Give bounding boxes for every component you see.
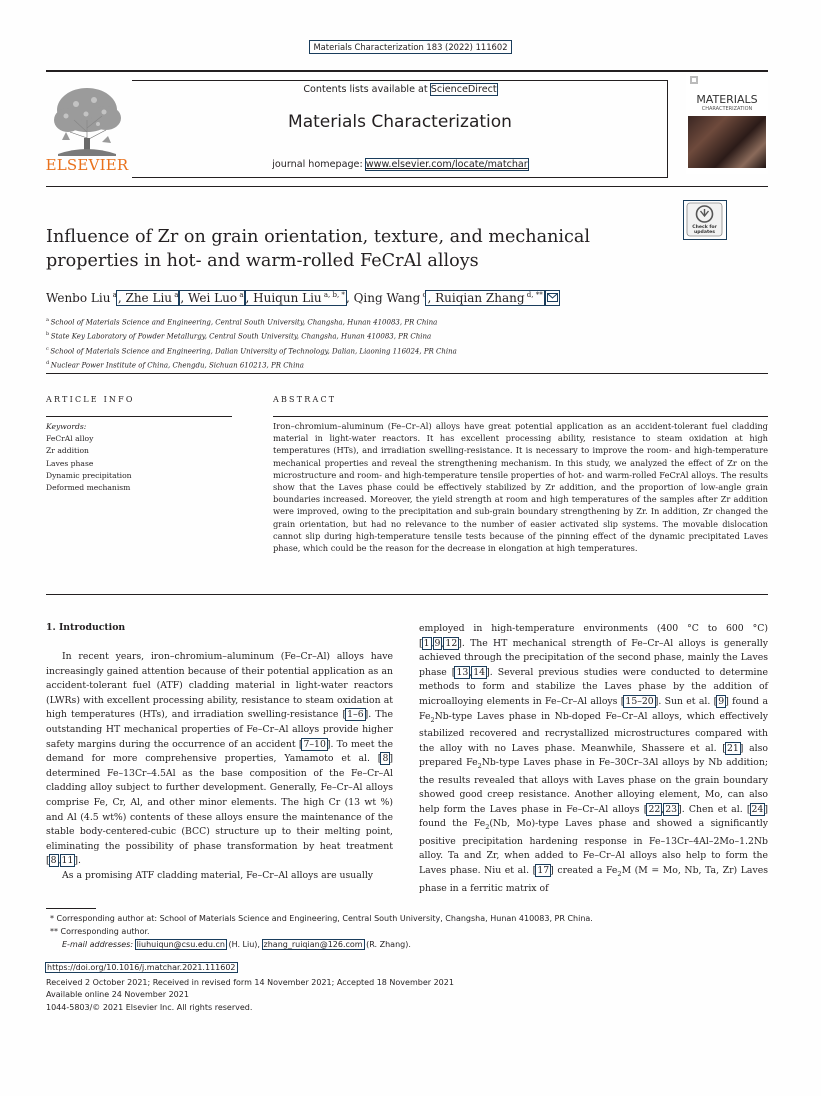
footnote-rule bbox=[46, 908, 96, 909]
paragraph: In recent years, iron–chromium–aluminum (Fe–Cr–Al) alloys have increasingly gained attention because of their potential application as an accident-tolerant fuel (ATF) cladding material in light-water reactors (LWRs) with excellent processing ability, resistance to steam oxidation at high temperatures (HTs), and irradiation swelling-resistance [1–6]. The outstanding HT mechanical properties of Fe–Cr–Al alloys provide higher safety margins during the occurrence of an accident [7–10]. To meet the demand for more comprehensive properties, Yamamoto et al. [8] determined Fe–13Cr–4.5Al as the base composition of the Fe–Cr–Al cladding alloy subject to further development. Generally, Fe–Cr–Al alloys comprise Fe, Cr, Al, and other minor elements. The high Cr (13 wt %) and Al (4.5 wt%) contents of these alloys ensure the maintenance of the stable body-centered-cubic (BCC) structure up to their melting point, eliminating the possibility of phase transformation by heat treatment [8,11]. bbox=[46, 651, 394, 867]
check-for-updates-button[interactable] bbox=[683, 200, 727, 240]
cover-title: MATERIALS bbox=[696, 93, 758, 106]
affiliation-marker: c bbox=[46, 345, 51, 352]
abstract-rule bbox=[273, 416, 768, 417]
subscript: 2 bbox=[477, 762, 482, 771]
sciencedirect-link[interactable]: ScienceDirect bbox=[430, 84, 497, 95]
journal-reference bbox=[0, 41, 821, 53]
affiliation bbox=[46, 357, 746, 371]
author-name: , Qing Wang bbox=[345, 291, 421, 305]
citation-link[interactable]: 17 bbox=[537, 865, 550, 877]
second-corresponding-note: ** Corresponding author. bbox=[50, 927, 150, 936]
citation-link[interactable]: 12 bbox=[445, 637, 458, 649]
affiliation-marker: d bbox=[46, 359, 51, 366]
author-affil-marker: a bbox=[110, 291, 117, 299]
affiliation-text: Nuclear Power Institute of China, Chengdu, Sichuan 610213, PR China bbox=[50, 361, 304, 370]
publication-dates bbox=[46, 977, 768, 1014]
article-title: Influence of Zr on grain orientation, texture, and mechanical properties in hot- and warm-rolled FeCrAl alloys bbox=[46, 227, 591, 271]
keyword: Zr addition bbox=[46, 446, 89, 456]
citation-link[interactable]: 14 bbox=[473, 666, 486, 678]
rule-after-abstract bbox=[46, 594, 768, 595]
affiliation-text: School of Materials Science and Engineering, Dalian University of Technology, Dalian, Liaoning 116024, PR China bbox=[50, 346, 457, 355]
body-column-right bbox=[419, 622, 768, 896]
affiliation-marker: b bbox=[46, 331, 51, 338]
author bbox=[46, 291, 117, 305]
author bbox=[346, 291, 427, 305]
author-name: , Huiqun Liu bbox=[245, 291, 322, 305]
subscript: 2 bbox=[485, 823, 490, 832]
citation-link[interactable]: 21 bbox=[726, 742, 739, 754]
affiliations bbox=[46, 314, 746, 371]
author-name: , Wei Luo bbox=[180, 291, 238, 305]
author-name: , Ruiqian Zhang bbox=[427, 291, 525, 305]
author[interactable] bbox=[179, 291, 244, 305]
citation-link[interactable]: 22 bbox=[648, 803, 661, 815]
svg-text:updates: updates bbox=[694, 230, 715, 235]
footnotes bbox=[46, 912, 768, 951]
affiliation-text: School of Materials Science and Engineering, Central South University, Changsha, Hunan 410083, PR China bbox=[50, 318, 438, 327]
header-top-rule bbox=[46, 70, 768, 72]
cover-subtitle: CHARACTERIZATION bbox=[701, 106, 753, 112]
abstract-heading: ABSTRACT bbox=[273, 395, 337, 404]
citation-link[interactable]: 15–20 bbox=[625, 695, 654, 707]
homepage-line: journal homepage: www.elsevier.com/locate/matchar bbox=[272, 159, 528, 170]
author[interactable] bbox=[245, 291, 346, 305]
keywords-block bbox=[46, 421, 236, 494]
homepage-link[interactable]: www.elsevier.com/locate/matchar bbox=[365, 159, 528, 170]
subscript: 2 bbox=[430, 715, 435, 724]
citation-link[interactable]: 9 bbox=[718, 695, 725, 707]
author-affil-marker: a bbox=[172, 291, 179, 299]
rule-before-info bbox=[46, 373, 768, 374]
citation-link[interactable]: 8 bbox=[382, 753, 389, 765]
subscript: 2 bbox=[617, 869, 622, 878]
citation-link[interactable]: 1 bbox=[423, 637, 430, 649]
author-affil-marker: d, ** bbox=[524, 291, 543, 299]
keyword: Dynamic precipitation bbox=[46, 470, 132, 480]
keywords-label: Keywords: bbox=[46, 422, 87, 431]
cover-logo-icon bbox=[686, 74, 768, 94]
author-affil-marker: c bbox=[420, 291, 427, 299]
citation-link[interactable]: 1–6 bbox=[347, 709, 364, 721]
paragraph: As a promising ATF cladding material, Fe–Cr–Al alloys are usually bbox=[62, 869, 374, 881]
contents-line: Contents lists available at ScienceDirect bbox=[303, 84, 497, 95]
body-column-left bbox=[46, 650, 393, 884]
author-name: Wenbo Liu bbox=[46, 291, 111, 305]
author[interactable] bbox=[426, 291, 543, 305]
author-affil-marker: a bbox=[237, 291, 244, 299]
copyright: 1044-5803/© 2021 Elsevier Inc. All rights reserved. bbox=[46, 1002, 253, 1012]
journal-title: Materials Characterization bbox=[288, 112, 512, 132]
affiliation bbox=[46, 343, 746, 357]
check-updates-label: Check for bbox=[692, 225, 717, 230]
section-heading-introduction: 1. Introduction bbox=[46, 622, 126, 633]
author-name: , Zhe Liu bbox=[117, 291, 173, 305]
affiliation-text: State Key Laboratory of Powder Metallurgy, Central South University, Changsha, Hunan 410083, PR China bbox=[50, 332, 432, 341]
keyword: Deformed mechanism bbox=[46, 483, 131, 493]
citation-link[interactable]: 13 bbox=[456, 666, 469, 678]
citation-link[interactable]: 23 bbox=[665, 803, 678, 815]
received-dates: Received 2 October 2021; Received in revised form 14 November 2021; Accepted 18 November 2021 bbox=[46, 978, 454, 987]
citation-link[interactable]: 9 bbox=[434, 637, 441, 649]
author-list bbox=[46, 286, 786, 307]
keywords-list bbox=[46, 433, 236, 494]
abstract-text: Iron–chromium–aluminum (Fe–Cr–Al) alloys have great potential application as an accident-tolerant fuel cladding material in light-water reactors. It has excellent processing ability, resistance to steam oxidation at high temperatures (HTs), and irradiation swelling-resistance. It is necessary to improve the room- and high-temperature mechanical properties and reveal the strengthening mechanism. In this study, we analyzed the effect of Zr on the microstructure and room- and high-temperature tensile properties of hot- and warm-rolled FeCrAl alloys. The results show that the Laves phase could be effectively stabilized by Zr addition, and the proportion of low-angle grain boundaries increased. Moreover, the yield strength at room and high temperatures of the samples after Zr addition were improved, owing to the precipitation and sub-grain boundary strengthening by Zr. In addition, Zr changed the grain orientation, but had no relevance to the number of easier activated slip systems. The movable dislocation cannot slip during high-temperature tensile tests because of the pinning effect of the dynamic precipitated Laves phase, which could be the reason for the decrease in elongation at high temperatures. bbox=[273, 421, 768, 554]
affiliation-marker: a bbox=[46, 317, 51, 323]
online-date: Available online 24 November 2021 bbox=[46, 990, 189, 1000]
affiliation bbox=[46, 314, 746, 328]
citation-link[interactable]: 24 bbox=[751, 803, 764, 815]
cover-image bbox=[688, 116, 766, 168]
citation-link[interactable]: 8 bbox=[50, 855, 57, 867]
info-rule bbox=[46, 416, 232, 417]
email-envelope-icon[interactable] bbox=[546, 291, 559, 305]
article-info-heading: ARTICLE INFO bbox=[46, 395, 135, 404]
keyword: FeCrAl alloy bbox=[46, 434, 94, 444]
keyword: Laves phase bbox=[46, 458, 94, 468]
publisher-logo-text: ELSEVIER bbox=[45, 156, 129, 174]
header-bottom-rule bbox=[46, 186, 768, 187]
citation-link[interactable]: 7–10 bbox=[303, 738, 326, 750]
email-link-liu[interactable]: liuhuiqun@csu.edu.cn bbox=[136, 940, 225, 949]
citation-link[interactable]: 11 bbox=[61, 855, 74, 867]
author[interactable] bbox=[117, 291, 180, 305]
author-affil-marker: a, b, * bbox=[321, 291, 345, 299]
check-updates-icon bbox=[684, 201, 725, 238]
doi-link[interactable]: https://doi.org/10.1016/j.matchar.2021.111602 bbox=[47, 963, 236, 972]
corresponding-author-note: * Corresponding author at: School of Materials Science and Engineering, Central South University, Changsha, Hunan 410083, PR China. bbox=[50, 914, 593, 923]
affiliation bbox=[46, 328, 746, 342]
email-line: E-mail addresses: liuhuiqun@csu.edu.cn (H. Liu), zhang_ruiqian@126.com (R. Zhang). bbox=[62, 940, 411, 949]
email-link-zhang[interactable]: zhang_ruiqian@126.com bbox=[263, 940, 363, 949]
paragraph: employed in high-temperature environments (400 °C to 600 °C) [1,9,12]. The HT mechanical strength of Fe–Cr–Al alloys is generally achieved through the precipitation of the second phase, mainly the Laves phase [13,14]. Several previous studies were conducted to determine methods to form and stabilize the Laves phase by the addition of microalloying elements in Fe–Cr–Al alloys [15–20]. Sun et al. [9] found a $Fe_2Nb$-type Laves phase in Nb-doped Fe–Cr–Al alloys, which effectively stabilized recovered and recrystallized microstructures compared with the alloy with no Laves phase. Meanwhile, Shassere et al. [21] also prepared $Fe_2Nb$-type Laves phase in Fe–30Cr–3Al alloys by Nb addition; the results revealed that alloys with Laves phase on the grain boundary showed good creep resistance. Another alloying element, Mo, can also help form the Laves phase in Fe–Cr–Al alloys [22,23]. Chen et al. [24] found the $Fe_2(Nb$, Mo)-type Laves phase and showed a significantly positive precipitation hardening response in Fe–13Cr–4Al–2Mo–1.2Nb alloy. Ta and Zr, when added to Fe–Cr–Al alloys also help to form the Laves phase. Niu et al. [17] created a $Fe_2M$ (M = Mo, Nb, Ta, Zr) Laves phase in a ferritic matrix of bbox=[419, 623, 769, 894]
journal-reference-link[interactable]: Materials Characterization 183 (2022) 111602 bbox=[310, 41, 510, 53]
